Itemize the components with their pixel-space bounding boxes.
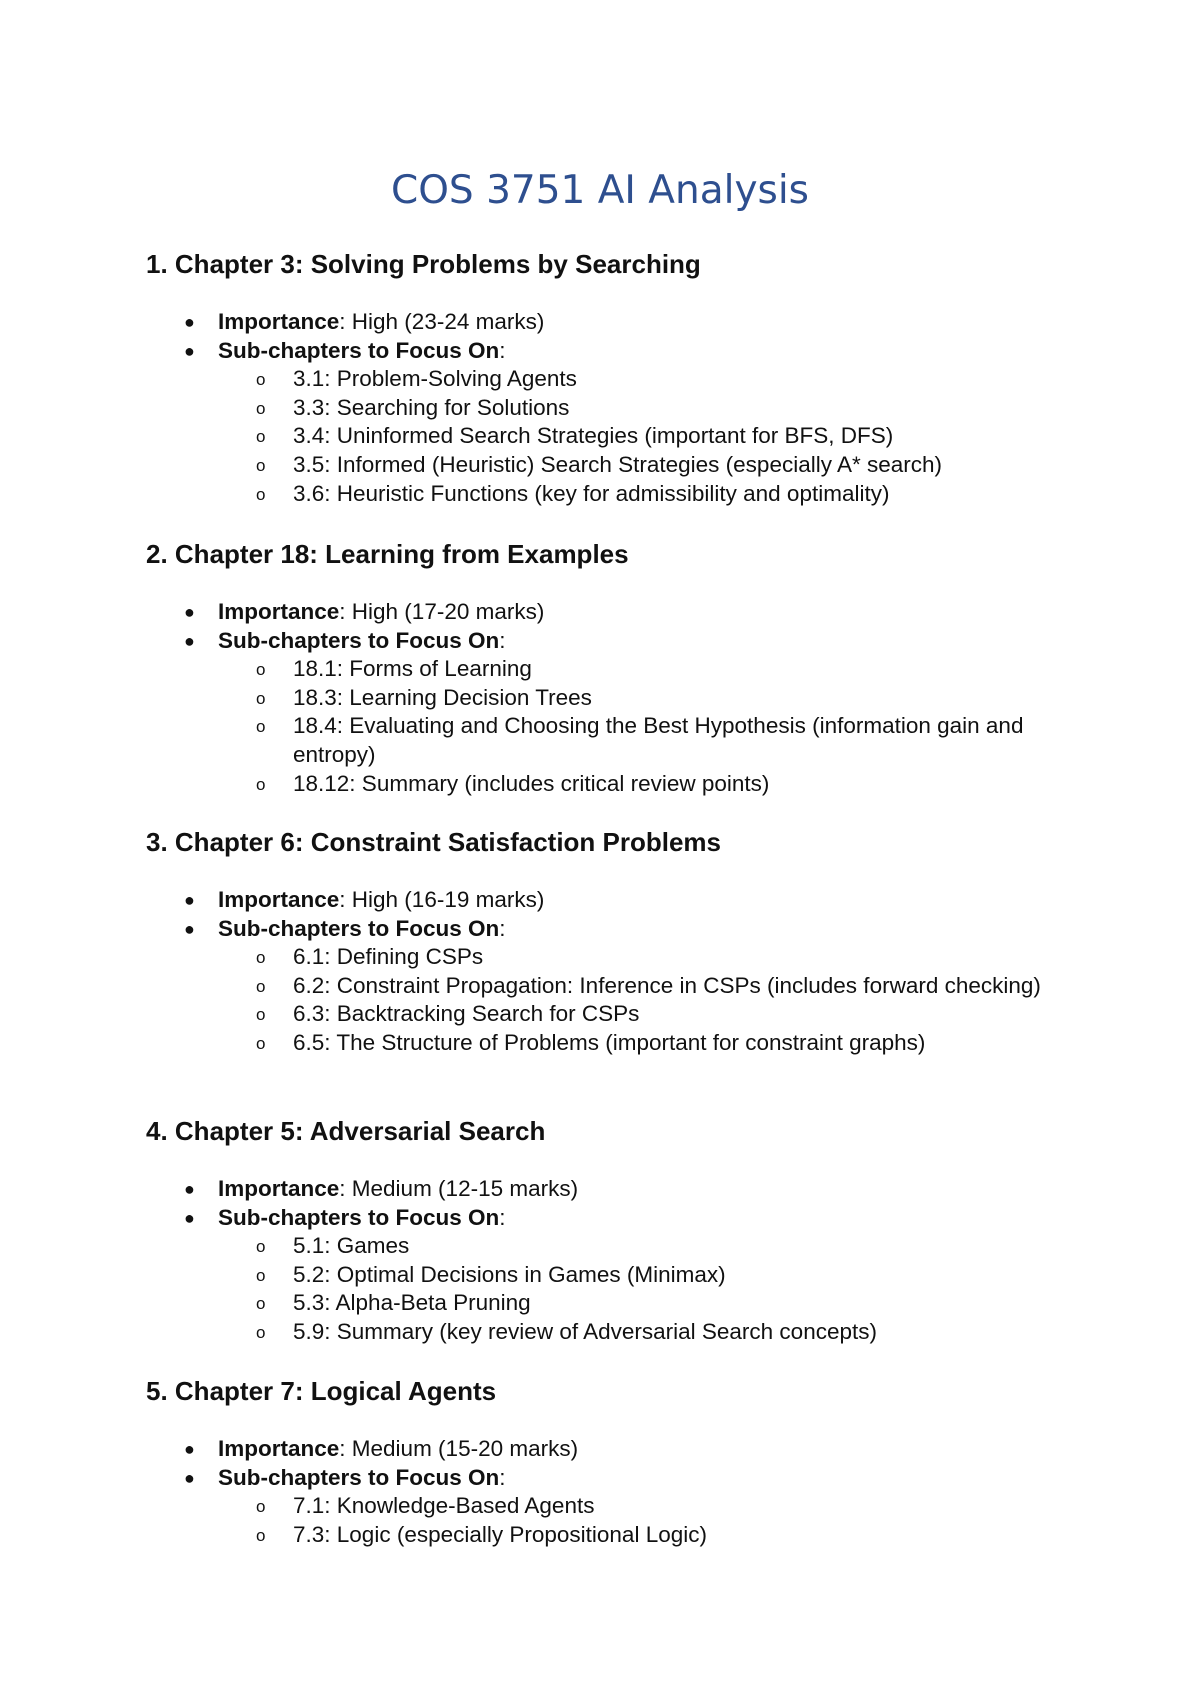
circle-bullet-icon: o [256,688,266,708]
subchapters-row: ● Sub-chapters to Focus On: [146,915,1086,944]
chapter-details [146,1175,1086,1347]
subchapter-item: o 18.1: Forms of Learning [146,655,1086,684]
subchapter-item: o 5.1: Games [146,1232,1086,1261]
circle-bullet-icon: o [256,1265,266,1285]
subchapter-item: o 6.5: The Structure of Problems (important for constraint graphs) [146,1029,1086,1058]
bullet-icon: ● [184,890,195,910]
importance-value: : Medium (15-20 marks) [339,1436,579,1461]
importance-row [146,1175,1086,1204]
importance-value: : High (17-20 marks) [339,599,545,624]
importance-row [146,886,1086,915]
importance-row [146,308,1086,337]
importance-label: Importance [218,309,340,334]
circle-bullet-icon: o [256,370,266,390]
bullet-icon: ● [184,1207,195,1228]
subchapters-row: ● Sub-chapters to Focus On: [146,1204,1086,1233]
subchapters-label: Sub-chapters to Focus On [218,627,500,653]
importance-label: Importance [218,887,340,912]
bullet-icon: ● [184,312,195,332]
subchapters-row: ● Sub-chapters to Focus On: [146,627,1086,656]
importance-label: Importance [218,1436,340,1461]
subchapter-item: o 3.4: Uninformed Search Strategies (important for BFS, DFS) [146,422,1086,451]
chapter-heading: 5. Chapter 7: Logical Agents [146,1376,497,1406]
importance-row [146,1435,1086,1464]
circle-bullet-icon: o [256,660,266,680]
chapter-details [146,308,1086,508]
chapter-section [146,538,1086,798]
chapter-heading: 3. Chapter 6: Constraint Satisfaction Problems [146,827,722,857]
circle-bullet-icon: o [256,427,266,447]
circle-bullet-icon: o [256,774,266,794]
chapter-details [146,886,1086,1058]
subchapter-item: o 3.1: Problem-Solving Agents [146,365,1086,394]
circle-bullet-icon: o [256,1033,266,1053]
importance-value: : Medium (12-15 marks) [339,1176,579,1201]
subchapter-item: o 6.2: Constraint Propagation: Inference in CSPs (includes forward checking) [146,972,1086,1001]
bullet-icon: ● [184,1179,195,1199]
chapter-details [146,598,1086,798]
chapter-section [146,1375,1086,1549]
subchapter-item: o 5.3: Alpha-Beta Pruning [146,1289,1086,1318]
importance-value: : High (16-19 marks) [339,887,545,912]
bullet-icon: ● [184,602,195,622]
circle-bullet-icon: o [256,1237,266,1257]
bullet-icon: ● [184,340,195,361]
circle-bullet-icon: o [256,1497,266,1517]
circle-bullet-icon: o [256,398,266,418]
subchapter-item: o 3.3: Searching for Solutions [146,394,1086,423]
subchapter-item: o 7.1: Knowledge-Based Agents [146,1492,1086,1521]
chapter-details [146,1435,1086,1549]
chapter-section [146,248,1086,508]
subchapter-item: o 5.9: Summary (key review of Adversarial Search concepts) [146,1318,1086,1347]
bullet-icon: ● [184,1439,195,1459]
chapter-heading: 1. Chapter 3: Solving Problems by Searching [146,249,701,279]
subchapter-item: o 7.3: Logic (especially Propositional Logic) [146,1521,1086,1550]
subchapter-item: o 3.5: Informed (Heuristic) Search Strategies (especially A* search) [146,451,1086,480]
chapter-section [146,826,1086,1058]
subchapters-row: ● Sub-chapters to Focus On: [146,1464,1086,1493]
circle-bullet-icon: o [256,717,266,737]
circle-bullet-icon: o [256,455,266,475]
subchapter-item: o 3.6: Heuristic Functions (key for admissibility and optimality) [146,480,1086,509]
subchapter-item: o 6.1: Defining CSPs [146,943,1086,972]
subchapters-label: Sub-chapters to Focus On [218,915,500,941]
circle-bullet-icon: o [256,1322,266,1342]
bullet-icon: ● [184,1467,195,1488]
subchapter-item: o 18.4: Evaluating and Choosing the Best Hypothesis (information gain and entropy) [256,713,1024,767]
subchapters-label: Sub-chapters to Focus On [218,337,500,363]
chapter-section [146,1115,1086,1347]
circle-bullet-icon: o [256,1005,266,1025]
chapter-heading: 4. Chapter 5: Adversarial Search [146,1116,546,1146]
subchapter-item: o 18.3: Learning Decision Trees [146,684,1086,713]
subchapters-label: Sub-chapters to Focus On [218,1464,500,1490]
importance-value: : High (23-24 marks) [339,309,545,334]
importance-label: Importance [218,599,340,624]
document-title: COS 3751 AI Analysis [391,168,809,213]
subchapter-item: o 18.12: Summary (includes critical review points) [146,770,1086,799]
circle-bullet-icon: o [256,948,266,968]
bullet-icon: ● [184,918,195,939]
subchapter-item: o 6.3: Backtracking Search for CSPs [146,1000,1086,1029]
circle-bullet-icon: o [256,1294,266,1314]
importance-row [146,598,1086,627]
circle-bullet-icon: o [256,1525,266,1545]
chapter-heading: 2. Chapter 18: Learning from Examples [146,539,629,569]
subchapters-label: Sub-chapters to Focus On [218,1204,500,1230]
bullet-icon: ● [184,630,195,651]
circle-bullet-icon: o [256,484,266,504]
subchapters-row: ● Sub-chapters to Focus On: [146,337,1086,366]
subchapter-item: o 5.2: Optimal Decisions in Games (Minimax) [146,1261,1086,1290]
circle-bullet-icon: o [256,976,266,996]
importance-label: Importance [218,1176,340,1201]
